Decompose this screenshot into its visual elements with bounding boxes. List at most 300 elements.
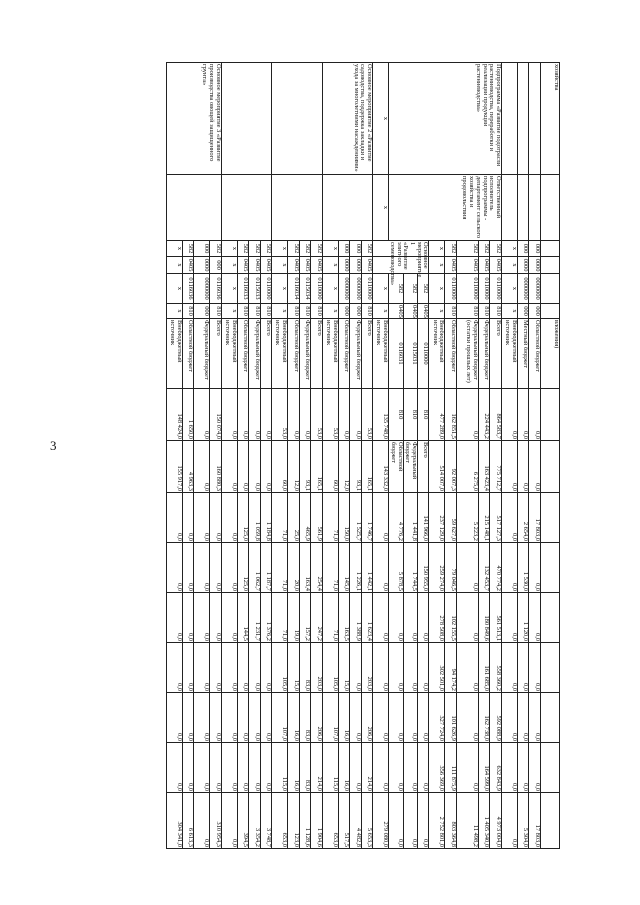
year-value: 0,0: [502, 441, 518, 493]
section-code: 0000: [194, 257, 210, 274]
year-value: 0,0: [389, 743, 403, 793]
top-fragment-src: вложения): [541, 319, 560, 389]
target-code: 0115031: [403, 319, 417, 389]
year-value: 0,0: [418, 743, 430, 793]
year-value: 0,0: [457, 693, 479, 743]
total-value: 3 354,2: [249, 793, 261, 849]
target-code: 0116031: [389, 319, 403, 389]
grbs-code: 582: [361, 241, 373, 257]
year-value: 0,0: [182, 693, 194, 743]
expense-type-code: x: [272, 304, 288, 319]
section-code: x: [373, 175, 389, 241]
year-value: 132 453,7: [479, 543, 491, 593]
year-value: 0,0: [403, 643, 417, 693]
year-value: 0,0: [350, 643, 362, 693]
year-value: 632 843,9: [490, 743, 502, 793]
grbs-code: x: [272, 241, 288, 257]
total-value: 11 498,2: [457, 793, 479, 849]
expense-type-code: 810: [361, 304, 373, 319]
year-value: 0,0: [166, 543, 182, 593]
grbs-code: 582: [288, 241, 300, 257]
funding-source: Областной бюджет: [237, 319, 249, 389]
section-code: 0000: [529, 257, 541, 274]
year-value: 0,0: [166, 693, 182, 743]
year-value: 162 851,5: [445, 389, 457, 441]
target-code: 0116036: [210, 274, 222, 304]
year-value: 17 803,0: [529, 493, 541, 543]
section-code: x: [221, 257, 237, 274]
target-code: 0110000: [457, 274, 479, 304]
expense-type-code: 000: [518, 304, 530, 319]
year-value: 145,0: [338, 543, 350, 593]
grbs-code: x: [221, 241, 237, 257]
target-code: x: [373, 274, 389, 304]
section-code: 0405: [311, 257, 323, 274]
year-value: 115,0: [272, 743, 288, 793]
funding-source: Федеральный бюджет: [299, 319, 311, 389]
year-value: 356 369,0: [429, 743, 445, 793]
year-value: 206,0: [311, 693, 323, 743]
year-value: 143 332,0: [373, 441, 389, 493]
year-value: 0,0: [457, 643, 479, 693]
total-value: 279 080,0: [373, 793, 389, 849]
year-value: 20,0: [288, 543, 300, 593]
year-value: 5 878,5: [389, 543, 403, 593]
year-value: 155 917,0: [166, 441, 182, 493]
year-value: 203,0: [311, 643, 323, 693]
section-code: 0000: [350, 257, 362, 274]
expense-type-code: x: [429, 304, 445, 319]
funding-source: Федеральный бюджет: [403, 441, 417, 493]
year-value: 0,0: [457, 543, 479, 593]
top-fragment-row: [541, 63, 560, 849]
section-code: 000: [210, 257, 222, 274]
target-code: 0116034: [288, 274, 300, 304]
table-row: [260, 63, 272, 849]
year-value: 1 120,0: [518, 593, 530, 643]
year-value: 0,0: [249, 441, 261, 493]
section-code: 0405: [457, 257, 479, 274]
year-value: 0,0: [260, 441, 272, 493]
total-value: 17 803,0: [529, 793, 541, 849]
year-value: 1 376,2: [260, 593, 272, 643]
year-value: 161 685,0: [479, 643, 491, 693]
year-value: 0,0: [249, 643, 261, 693]
year-value: 0,0: [403, 793, 417, 849]
funding-source: Всего: [418, 441, 430, 493]
expense-type-code: 810: [182, 304, 194, 319]
executor-cell: [272, 175, 323, 241]
year-value: 775 712,7: [490, 441, 502, 493]
year-value: 0,0: [457, 593, 479, 643]
year-value: 71,0: [272, 593, 288, 643]
funding-source: Областной бюджет: [182, 319, 194, 389]
year-value: 93,1: [299, 441, 311, 493]
year-value: 53,0: [272, 389, 288, 441]
year-value: 0,0: [389, 593, 403, 643]
year-value: 1 650,0: [182, 389, 194, 441]
year-value: 0,0: [529, 593, 541, 643]
year-value: 0,0: [166, 493, 182, 543]
year-value: 0,0: [457, 389, 479, 441]
program-name-cell: Основное мероприятие 2 «Развитие садоводства, поддержка закладки и ухода за многолетними насаждениями»: [322, 63, 373, 175]
year-value: 517 127,3: [490, 493, 502, 543]
total-value: 394,5: [237, 793, 249, 849]
year-value: 12,0: [338, 441, 350, 493]
executor-cell: [518, 175, 530, 241]
year-value: 1 744,5: [403, 543, 417, 593]
target-code: x: [166, 274, 182, 304]
year-value: 0,0: [237, 693, 249, 743]
year-value: 4 963,3: [182, 441, 194, 493]
program-name-cell: [502, 63, 518, 175]
program-name-cell: [529, 63, 541, 175]
year-value: 1 187,7: [260, 543, 272, 593]
funding-source: Внебюджетный источник: [221, 319, 237, 389]
year-value: 0,0: [194, 441, 210, 493]
year-value: 0,0: [237, 643, 249, 693]
funding-source: Местный бюджет: [518, 319, 530, 389]
year-value: 206,0: [361, 693, 373, 743]
year-value: 125,0: [237, 543, 249, 593]
year-value: 0,0: [221, 593, 237, 643]
grbs-code: x: [429, 241, 445, 257]
expense-type-code: 810: [445, 304, 457, 319]
year-value: 0,0: [210, 743, 222, 793]
expense-type-code: 000: [350, 304, 362, 319]
year-value: 105,0: [272, 643, 288, 693]
expense-type-code: 810: [311, 304, 323, 319]
section-code: 0405: [361, 257, 373, 274]
year-value: 247,2: [311, 593, 323, 643]
year-value: 0,0: [350, 693, 362, 743]
year-value: 180 849,6: [479, 593, 491, 643]
year-value: 1 388,9: [350, 593, 362, 643]
year-value: 94 174,2: [445, 643, 457, 693]
year-value: 470 774,2: [490, 543, 502, 593]
year-value: 0,0: [194, 743, 210, 793]
funding-source: Всего: [490, 319, 502, 389]
funding-source: Областной бюджет: [445, 319, 457, 389]
target-code: 0115034: [299, 274, 311, 304]
year-value: 0,0: [502, 389, 518, 441]
section-code: 0405: [260, 257, 272, 274]
grbs-code: 000: [338, 241, 350, 257]
funding-source: Внебюджетный источник: [272, 319, 288, 389]
total-value: 4 973 004,0: [490, 793, 502, 849]
year-value: 157,2: [299, 593, 311, 643]
year-value: 0,0: [249, 743, 261, 793]
year-value: 0,0: [418, 793, 430, 849]
year-value: 141 966,0: [418, 493, 430, 543]
year-value: 16,0: [338, 693, 350, 743]
table-row: [373, 63, 389, 849]
year-value: 0,0: [249, 389, 261, 441]
total-value: 0,0: [194, 793, 210, 849]
year-value: 0,0: [210, 493, 222, 543]
year-value: 150 955,0: [418, 543, 430, 593]
year-value: 1 059,8: [249, 493, 261, 543]
year-value: 0,0: [210, 693, 222, 743]
section-code: 0405: [490, 257, 502, 274]
funding-source: Областной бюджет: [389, 441, 403, 493]
year-value: 83,0: [299, 743, 311, 793]
year-value: 101 626,9: [445, 693, 457, 743]
grbs-code: 000: [194, 241, 210, 257]
year-value: 0,0: [502, 493, 518, 543]
year-value: 0,0: [221, 743, 237, 793]
year-value: 254,4: [311, 543, 323, 593]
total-value: 1 405 340,0: [479, 793, 491, 849]
year-value: 5 223,2: [457, 493, 479, 543]
year-value: 0,0: [418, 643, 430, 693]
grbs-code: x: [502, 241, 518, 257]
year-value: 0,0: [403, 593, 417, 643]
year-value: 164 599,0: [479, 743, 491, 793]
year-value: 71,0: [322, 543, 338, 593]
section-code: x: [322, 257, 338, 274]
year-value: 0,0: [182, 543, 194, 593]
year-value: 144,5: [237, 593, 249, 643]
section-code: 0405: [389, 304, 403, 319]
year-value: 1 441,8: [403, 493, 417, 543]
year-value: 0,0: [389, 643, 403, 693]
funding-source: Федеральный бюджет (остатки прошлых лет): [457, 319, 479, 389]
year-value: 0,0: [194, 643, 210, 693]
target-code: x: [429, 274, 445, 304]
year-value: 6 275,0: [457, 441, 479, 493]
expense-type-code: x: [166, 304, 182, 319]
year-value: 0,0: [210, 593, 222, 643]
expense-type-code: 810: [403, 389, 417, 441]
year-value: 0,0: [221, 543, 237, 593]
year-value: 71,0: [272, 543, 288, 593]
executor-cell: [166, 175, 221, 241]
year-value: 0,0: [518, 441, 530, 493]
year-value: 0,0: [502, 743, 518, 793]
year-value: 163 423,4: [479, 441, 491, 493]
expense-type-code: x: [502, 304, 518, 319]
table-row: [502, 63, 518, 849]
year-value: 1 530,0: [518, 543, 530, 593]
total-value: 5 653,3: [361, 793, 373, 849]
year-value: 12,0: [288, 441, 300, 493]
year-value: 203,0: [361, 643, 373, 693]
year-value: 0,0: [237, 441, 249, 493]
target-code: 0110000: [490, 274, 502, 304]
year-value: 71,0: [322, 493, 338, 543]
funding-source: Областной бюджет: [529, 319, 541, 389]
target-code: 0115033: [249, 274, 261, 304]
total-value: 123,0: [288, 793, 300, 849]
year-value: 125,0: [237, 493, 249, 543]
year-value: 0,0: [502, 543, 518, 593]
year-value: 214,0: [311, 743, 323, 793]
rotated-table-container: [95, 62, 560, 848]
year-value: 0,0: [502, 643, 518, 693]
year-value: 0,0: [182, 643, 194, 693]
funding-source: Областной бюджет: [338, 319, 350, 389]
year-value: 150 074,0: [210, 389, 222, 441]
year-value: 0,0: [260, 743, 272, 793]
year-value: 79 046,5: [445, 543, 457, 593]
target-code: 0000000: [194, 274, 210, 304]
total-value: 6 613,3: [182, 793, 194, 849]
grbs-code: 582: [445, 241, 457, 257]
year-value: 0,0: [502, 693, 518, 743]
year-value: 0,0: [221, 643, 237, 693]
year-value: 514 007,0: [429, 441, 445, 493]
expense-type-code: 810: [490, 304, 502, 319]
year-value: 53,0: [361, 389, 373, 441]
section-code: 0405: [288, 257, 300, 274]
expense-type-code: x: [221, 304, 237, 319]
program-name-cell: Основное мероприятие 1 «Развитие элитного семеноводства»: [373, 241, 429, 257]
expense-type-code: 810: [260, 304, 272, 319]
budget-table: [166, 62, 560, 849]
grbs-code: 582: [490, 241, 502, 257]
year-value: 15,0: [338, 643, 350, 693]
year-value: 163,4: [299, 543, 311, 593]
year-value: 53,0: [311, 389, 323, 441]
year-value: 16,0: [288, 743, 300, 793]
expense-type-code: 810: [299, 304, 311, 319]
grbs-code: 582: [182, 241, 194, 257]
expense-type-code: 810: [237, 304, 249, 319]
total-value: 304 341,0: [166, 793, 182, 849]
year-value: 0,0: [418, 693, 430, 743]
target-code: 0110000: [260, 274, 272, 304]
total-value: 653,0: [272, 793, 288, 849]
total-value: 653,0: [322, 793, 338, 849]
expense-type-code: 810: [288, 304, 300, 319]
year-value: 4 776,2: [389, 493, 403, 543]
year-value: 0,0: [373, 493, 389, 543]
executor-cell: [529, 175, 541, 241]
section-code: 0000: [518, 257, 530, 274]
year-value: 0,0: [529, 389, 541, 441]
year-value: 0,0: [518, 643, 530, 693]
year-value: 1 746,7: [361, 493, 373, 543]
grbs-code: 582: [457, 241, 479, 257]
grbs-code: 582: [311, 241, 323, 257]
year-value: 0,0: [350, 743, 362, 793]
total-value: 4 482,8: [350, 793, 362, 849]
grbs-code: 582: [260, 241, 272, 257]
grbs-code: 582: [389, 274, 403, 304]
year-value: 0,0: [260, 643, 272, 693]
year-value: 0,0: [182, 593, 194, 643]
target-code: x: [221, 274, 237, 304]
year-value: 83,0: [299, 643, 311, 693]
executor-cell: [322, 175, 373, 241]
grbs-code: x: [373, 63, 389, 175]
executor-cell: Ответственный исполнитель подпрограммы - департамент сельского хозяйства и продовольствия: [389, 175, 502, 241]
year-value: 259 274,0: [429, 543, 445, 593]
year-value: 0,0: [221, 389, 237, 441]
section-code: 0405: [299, 257, 311, 274]
year-value: 0,0: [210, 643, 222, 693]
funding-source: Всего: [260, 319, 272, 389]
grbs-code: 000: [518, 241, 530, 257]
section-code: 0405: [182, 257, 194, 274]
grbs-code: 582: [237, 241, 249, 257]
year-value: 302 501,0: [429, 643, 445, 693]
section-code: 0405: [479, 257, 491, 274]
total-value: 803 364,8: [445, 793, 457, 849]
year-value: 15,0: [288, 643, 300, 693]
funding-source: Федеральный бюджет: [194, 319, 210, 389]
target-code: 0110000: [445, 274, 457, 304]
target-code: 0000000: [338, 274, 350, 304]
year-value: 1 226,1: [350, 543, 362, 593]
year-value: 558 360,2: [490, 643, 502, 693]
target-code: 0110000: [311, 274, 323, 304]
year-value: 465,9: [299, 493, 311, 543]
target-code: x: [322, 274, 338, 304]
year-value: 0,0: [373, 543, 389, 593]
year-value: 107,0: [272, 693, 288, 743]
year-value: 0,0: [166, 593, 182, 643]
year-value: 0,0: [529, 693, 541, 743]
expense-type-code: 810: [457, 304, 479, 319]
year-value: 477 289,0: [429, 389, 445, 441]
total-value: 0,0: [221, 793, 237, 849]
program-name-cell: [272, 63, 323, 175]
year-value: 0,0: [221, 693, 237, 743]
year-value: 1 442,1: [361, 543, 373, 593]
executor-cell: [221, 175, 272, 241]
year-value: 327 724,0: [429, 693, 445, 743]
expense-type-code: 810: [418, 389, 430, 441]
funding-source: Внебюджетный источник: [373, 319, 389, 389]
year-value: 0,0: [249, 693, 261, 743]
expense-type-code: 000: [338, 304, 350, 319]
year-value: 0,0: [260, 693, 272, 743]
program-name-cell: [518, 63, 530, 175]
year-value: 0,0: [529, 743, 541, 793]
funding-source: Федеральный бюджет: [479, 319, 491, 389]
year-value: 0,0: [457, 743, 479, 793]
page-number: 3: [50, 438, 57, 453]
expense-type-code: x: [373, 304, 389, 319]
program-name-cell: Подпрограмма «Развитие подотрасли растениеводства, переработки и реализации продукции растениеводства»: [389, 63, 502, 175]
year-value: 60,0: [272, 441, 288, 493]
year-value: 0,0: [518, 693, 530, 743]
year-value: 0,0: [260, 389, 272, 441]
year-value: 1 062,7: [249, 543, 261, 593]
year-value: 92 007,3: [445, 441, 457, 493]
year-value: 111 875,9: [445, 743, 457, 793]
total-value: 1 128,6: [299, 793, 311, 849]
year-value: 102 155,5: [445, 593, 457, 643]
year-value: 0,0: [403, 743, 417, 793]
year-value: 0,0: [194, 593, 210, 643]
year-value: 83,0: [299, 693, 311, 743]
funding-source: Всего: [361, 319, 373, 389]
table-row: [311, 63, 323, 849]
target-code: 0110000: [418, 319, 430, 389]
section-code: x: [272, 257, 288, 274]
year-value: 0,0: [529, 441, 541, 493]
total-value: 310 954,3: [210, 793, 222, 849]
target-code: x: [272, 274, 288, 304]
grbs-code: 582: [403, 274, 417, 304]
year-value: 0,0: [194, 693, 210, 743]
executor-cell: [502, 175, 518, 241]
year-value: 1 231,7: [249, 593, 261, 643]
total-value: 2 752 801,0: [429, 793, 445, 849]
